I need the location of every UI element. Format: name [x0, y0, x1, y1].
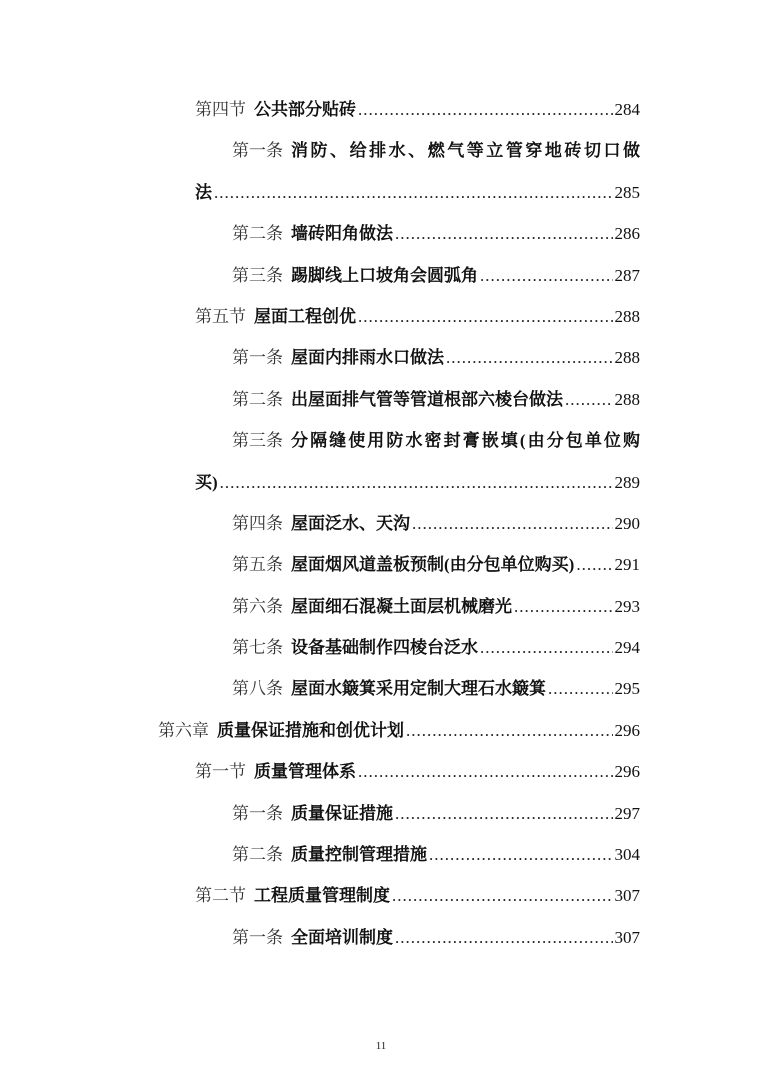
entry-title: 踢脚线上口坡角会圆弧角 [291, 265, 478, 285]
entry-page: 289 [614, 472, 640, 492]
entry-title-continued: 法 [195, 182, 212, 202]
entry-title: 出屋面排气管等管道根部六棱台做法 [291, 389, 563, 409]
toc-entry-section[interactable] [0, 89, 762, 130]
toc-entry-article[interactable] [0, 130, 762, 171]
toc-entry-article[interactable] [0, 627, 762, 668]
dot-leader [429, 834, 613, 875]
entry-title: 公共部分贴砖 [254, 100, 356, 119]
toc-entry-article[interactable] [0, 668, 762, 709]
entry-number: 第二条 [232, 224, 283, 244]
entry-number: 第一条 [232, 348, 283, 368]
entry-number: 第五节 [195, 306, 246, 326]
toc-entry-article[interactable] [0, 834, 762, 875]
dot-leader [358, 89, 613, 130]
toc-entry-section[interactable] [0, 751, 762, 792]
toc-line [195, 875, 640, 916]
entry-number: 第三条 [232, 431, 283, 451]
toc-entry-article[interactable] [0, 420, 762, 461]
entry-title: 质量保证措施和创优计划 [217, 720, 404, 740]
dot-leader [406, 710, 613, 751]
entry-page: 293 [614, 596, 640, 616]
entry-page: 291 [614, 555, 640, 575]
entry-number: 第四节 [195, 100, 246, 119]
entry-number: 第一条 [232, 141, 283, 161]
dot-leader [392, 875, 613, 916]
entry-title: 质量控制管理措施 [291, 845, 427, 865]
entry-page: 297 [614, 803, 640, 823]
toc-line [232, 130, 640, 171]
toc-entry-continuation[interactable] [0, 462, 762, 503]
toc-entry-article[interactable] [0, 379, 762, 420]
entry-page: 295 [614, 679, 640, 699]
toc-line [232, 420, 640, 461]
entry-page: 285 [614, 182, 640, 202]
dot-leader [565, 379, 613, 420]
entry-number: 第六章 [158, 720, 209, 740]
entry-title: 消防、给排水、燃气等立管穿地砖切口做 [291, 141, 640, 161]
entry-page: 307 [614, 927, 640, 947]
entry-page: 287 [614, 265, 640, 285]
toc-line [232, 379, 640, 420]
dot-leader [480, 255, 613, 296]
dot-leader [576, 544, 612, 585]
toc-entry-continuation[interactable] [0, 172, 762, 213]
dot-leader [358, 751, 613, 792]
entry-title: 屋面水簸箕采用定制大理石水簸箕 [291, 679, 546, 699]
entry-page: 284 [614, 100, 640, 119]
entry-number: 第二条 [232, 389, 283, 409]
entry-page: 286 [614, 224, 640, 244]
toc-line [232, 834, 640, 875]
entry-title: 屋面细石混凝土面层机械磨光 [291, 596, 512, 616]
dot-leader [446, 337, 613, 378]
toc-line [232, 255, 640, 296]
toc-entry-section[interactable] [0, 875, 762, 916]
toc-line [195, 89, 640, 130]
dot-leader [395, 917, 613, 958]
toc-entry-article[interactable] [0, 213, 762, 254]
toc-line [195, 172, 640, 213]
entry-title: 设备基础制作四棱台泛水 [291, 638, 478, 658]
entry-page: 288 [614, 306, 640, 326]
entry-number: 第一节 [195, 762, 246, 782]
entry-number: 第三条 [232, 265, 283, 285]
toc-line [232, 503, 640, 544]
dot-leader [480, 627, 613, 668]
toc-line [232, 544, 640, 585]
entry-title: 屋面烟风道盖板预制(由分包单位购买) [291, 555, 575, 575]
dot-leader [220, 462, 613, 503]
toc-line [195, 296, 640, 337]
entry-title: 质量保证措施 [291, 803, 393, 823]
entry-page: 288 [614, 348, 640, 368]
toc-line [232, 668, 640, 709]
dot-leader [358, 296, 613, 337]
toc-line [232, 793, 640, 834]
entry-page: 288 [614, 389, 640, 409]
entry-title: 屋面内排雨水口做法 [291, 348, 444, 368]
entry-title: 工程质量管理制度 [254, 886, 390, 906]
toc-line [232, 586, 640, 627]
toc-entry-article[interactable] [0, 503, 762, 544]
entry-page: 296 [614, 762, 640, 782]
toc-line [158, 710, 640, 751]
entry-page: 290 [614, 513, 640, 533]
entry-number: 第六条 [232, 596, 283, 616]
entry-page: 307 [614, 886, 640, 906]
toc-line [232, 627, 640, 668]
toc-entry-article[interactable] [0, 917, 762, 958]
dot-leader [395, 793, 613, 834]
entry-title: 屋面泛水、天沟 [291, 513, 410, 533]
entry-number: 第一条 [232, 927, 283, 947]
toc-entry-article[interactable] [0, 255, 762, 296]
entry-page: 294 [614, 638, 640, 658]
dot-leader [514, 586, 613, 627]
toc-entry-section[interactable] [0, 296, 762, 337]
entry-title: 质量管理体系 [254, 762, 356, 782]
toc-entry-article[interactable] [0, 793, 762, 834]
toc-line [232, 917, 640, 958]
entry-number: 第四条 [232, 513, 283, 533]
toc-entry-chapter[interactable] [0, 710, 762, 751]
table-of-contents [0, 89, 762, 958]
toc-line [232, 337, 640, 378]
entry-number: 第一条 [232, 803, 283, 823]
entry-number: 第八条 [232, 679, 283, 699]
entry-number: 第五条 [232, 555, 283, 575]
entry-title: 分隔缝使用防水密封膏嵌填(由分包单位购 [291, 431, 640, 451]
dot-leader [548, 668, 613, 709]
entry-number: 第二条 [232, 845, 283, 865]
toc-line [195, 462, 640, 503]
entry-title: 墙砖阳角做法 [291, 224, 393, 244]
toc-entry-article[interactable] [0, 544, 762, 585]
page-number: 11 [375, 1040, 387, 1052]
entry-number: 第七条 [232, 638, 283, 658]
toc-entry-article[interactable] [0, 337, 762, 378]
entry-title-continued: 买) [195, 472, 218, 492]
toc-line [232, 213, 640, 254]
entry-title: 屋面工程创优 [254, 306, 356, 326]
dot-leader [395, 213, 613, 254]
entry-title: 全面培训制度 [291, 927, 393, 947]
dot-leader [214, 172, 613, 213]
entry-page: 296 [614, 720, 640, 740]
toc-entry-article[interactable] [0, 586, 762, 627]
dot-leader [412, 503, 613, 544]
entry-page: 304 [614, 845, 640, 865]
toc-line [195, 751, 640, 792]
entry-number: 第二节 [195, 886, 246, 906]
